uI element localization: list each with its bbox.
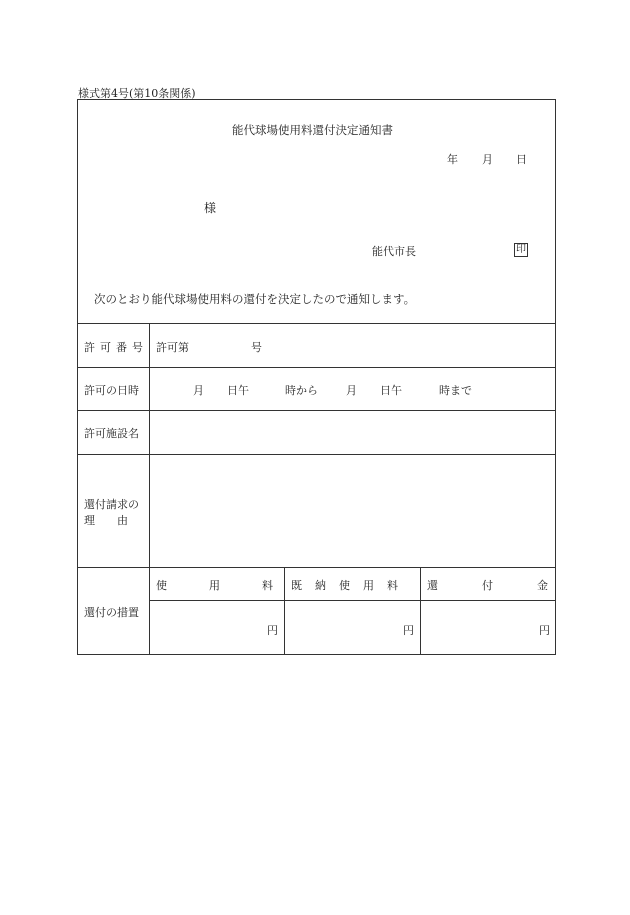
measures-inner-divider — [149, 600, 555, 601]
reason-label-line1: 還付請求の — [84, 498, 139, 511]
measures-label: 還付の措置 — [84, 606, 139, 619]
to-day-label: 日午 — [380, 384, 402, 397]
permit-datetime-label: 許可の日時 — [84, 384, 139, 397]
refund-unit: 円 — [539, 624, 550, 637]
to-time-label: 時まで — [439, 384, 472, 397]
from-month-label: 月 — [193, 384, 204, 397]
permit-number-suffix: 号 — [251, 341, 262, 354]
permit-number-prefix: 許可第 — [156, 341, 189, 354]
permit-number-label-text: 許可番号 — [84, 341, 148, 354]
date-day-label: 日 — [516, 153, 527, 166]
notice-form — [77, 99, 592, 655]
document-title: 能代球場使用料還付決定通知書 — [232, 123, 393, 137]
label-column-border — [149, 323, 150, 654]
measures-column-border — [420, 567, 421, 654]
to-month-label: 月 — [346, 384, 357, 397]
permit-number-label — [84, 339, 148, 355]
date-year-label: 年 — [447, 153, 458, 166]
from-day-label: 日午 — [227, 384, 249, 397]
notice-body-text: 次のとおり能代球場使用料の還付を決定したので通知します。 — [94, 292, 416, 306]
refund-header-text: 還付金 — [427, 579, 592, 592]
paid-fee-header-text: 既納使用料 — [291, 579, 411, 592]
refund-header — [427, 577, 592, 593]
issuer-name: 能代市長 — [372, 245, 416, 258]
paid-fee-unit: 円 — [403, 624, 414, 637]
usage-fee-header-text: 使用料 — [156, 579, 315, 592]
paid-fee-header — [291, 577, 415, 593]
addressee-suffix: 様 — [204, 201, 217, 215]
form-number-label: 様式第4号(第10条関係) — [78, 87, 196, 100]
usage-fee-header — [156, 577, 315, 593]
from-time-label: 時から — [285, 384, 318, 397]
seal-mark: 印 — [516, 244, 526, 255]
reason-label-line2: 理 由 — [84, 514, 128, 527]
usage-fee-unit: 円 — [267, 624, 278, 637]
date-month-label: 月 — [482, 153, 493, 166]
facility-label: 許可施設名 — [84, 427, 139, 440]
